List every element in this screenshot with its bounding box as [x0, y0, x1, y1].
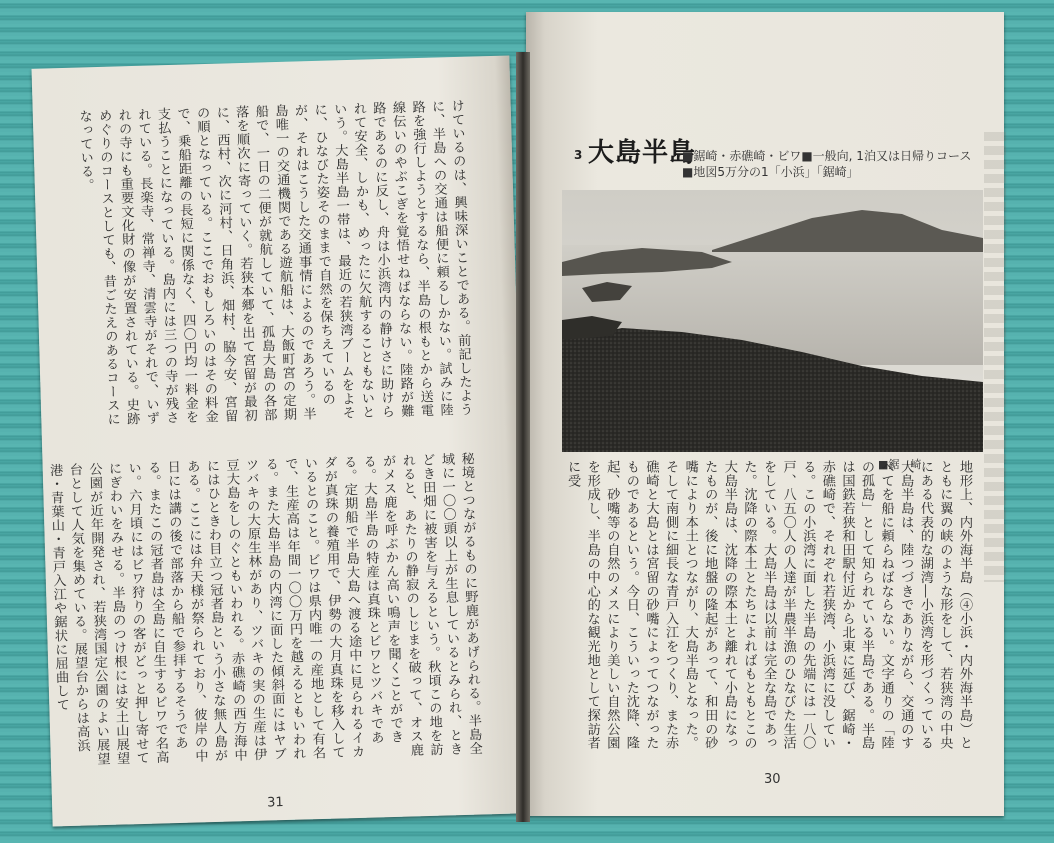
left-page-upper-text: けているのは、興味深いことである。前記したように、半島への交通は船便に頼るしかない。試みに陸路を強行しようとするなら、半島の根もとから送電線伝いのやぶこぎを覚悟せねばならない。陸路が難路であるのに反し、舟は小浜湾内の静けさに助けられて安全、しかも、めったに欠航することもないという。大島半島一帯は、最近の若狭湾ブームをよそに、ひなびた姿そのままで自然を保ちえているのが、それはこうした交通事情によるのであろう。半島唯一の交通機関である遊航船は、大飯町宮の定期船で、一日の二便が就航していて、孤島大島の各部落を順次に寄っていく。若狭本郷を出て宮留が最初に、西村、次に河村、日角浜、畑村、脇今安、宮留の順となっている。ここでおもしろいのはその料金で、乗船距離の長短に関係なく、四〇円均一料金を支払うことになっている。島内には三つの寺が残されている。長楽寺、常禅寺、清雲寺がそれで、いずれの寺にも重要文化財の像が安置されている。史跡めぐりのコースとしても、昔ごたえのあるコースになっている。 — [76, 98, 473, 427]
section-meta — [682, 148, 971, 180]
left-page-number: 31 — [266, 795, 284, 811]
photo-caption: ■鋸 崎 — [878, 458, 922, 471]
open-booklet — [42, 12, 1007, 827]
book-spine-gutter — [516, 52, 530, 822]
section-meta-course: ■鋸崎・赤礁崎・ビワ■一般向, 1泊又は日帰りコース — [682, 149, 972, 163]
right-page — [526, 12, 1004, 816]
right-page-number: 30 — [764, 772, 781, 787]
right-page-body-text: 地形上、内外海半島（➃小浜・内外海半島）とともに翼の峡のような形をして、若狭湾の中央にある代表的な湖湾―小浜湾を形づくっている大島半島は、陸つづきでありながら、交通のすべてを船に頼らねばならない。文字通りの「陸の孤島」として知られている半島である。半島は国鉄若狭和田駅付近から北東に延び、鋸崎・赤礁崎で、それぞれ若狭湾、小浜湾に没している。この小浜湾に面した半島の先端には一八〇戸、八五〇人の人達が半農半漁のひなびた生活をしている。大島半島は以前は完全な島であった。沈降の際本土とたちによればもともとこの大島半島は、沈降の際本土と離れて小島になったものが、後に地盤の隆起があって、和田の砂嘴により本土とつながり、大島半島となった。そして南側に細長な青戸入江をつくり、また赤礁崎と大島とは宮留の砂嘴によってつながったものであるという。今日、こういった沈降、隆起、砂嘴等の自然のメスにより美しい自然公園を形成し、半島の中心的な観光地として探訪者に受 — [565, 460, 972, 750]
bleed-through-text — [984, 132, 1006, 582]
section-header — [574, 124, 994, 190]
landscape-photo — [562, 190, 983, 452]
section-number: 3 — [574, 148, 583, 162]
left-page — [32, 55, 531, 826]
left-page-lower-text: 秘境とつながるものに野鹿があげられる。半島全域に一〇〇頭以上が生息しているとみられ、ときどき田畑に被害を与えるという。秋頃この地を訪れると、あたりの静寂のしじまを破って、オス鹿がメス鹿を呼ぶかん高い鳴声を聞くことができる。大島半島の特産は真珠とビワとツバキである。定期船で半島大島へ渡る途中に見られるイカダが真珠の養殖用で、伊勢の大月真珠を移入しているとのこと。ビワは県内唯一の産地として有名で、生産高は年間一〇〇万円を越えるともいわれる。また大島半島の内湾に面した傾斜面にはヤブツバキの大原生林があり、ツバキの実の生産は伊豆大島をしのぐともいわれる。赤礁崎の西方海中にはひときわ目立つ冠者島という小さな無人島がある。ここには弁天様が祭られており、彼岸の中日には講の後で部落から船で参拝するそうである。またこの冠者島は全島に自生するビワで名高い。六月頃にはビワ狩りの客がどっと押し寄せてにぎわいをみせる。半島のつけ根には安土山展望公園が近年開発され、若狭湾国定公園のよい展望台として人気を集めている。展望台からは高浜港・青葉山・青戸入江や鋸状に屈曲して — [47, 451, 482, 766]
section-title: 大島半島 — [588, 138, 697, 168]
section-meta-map: ■地図5万分の1「小浜」「鋸崎」 — [682, 165, 859, 179]
